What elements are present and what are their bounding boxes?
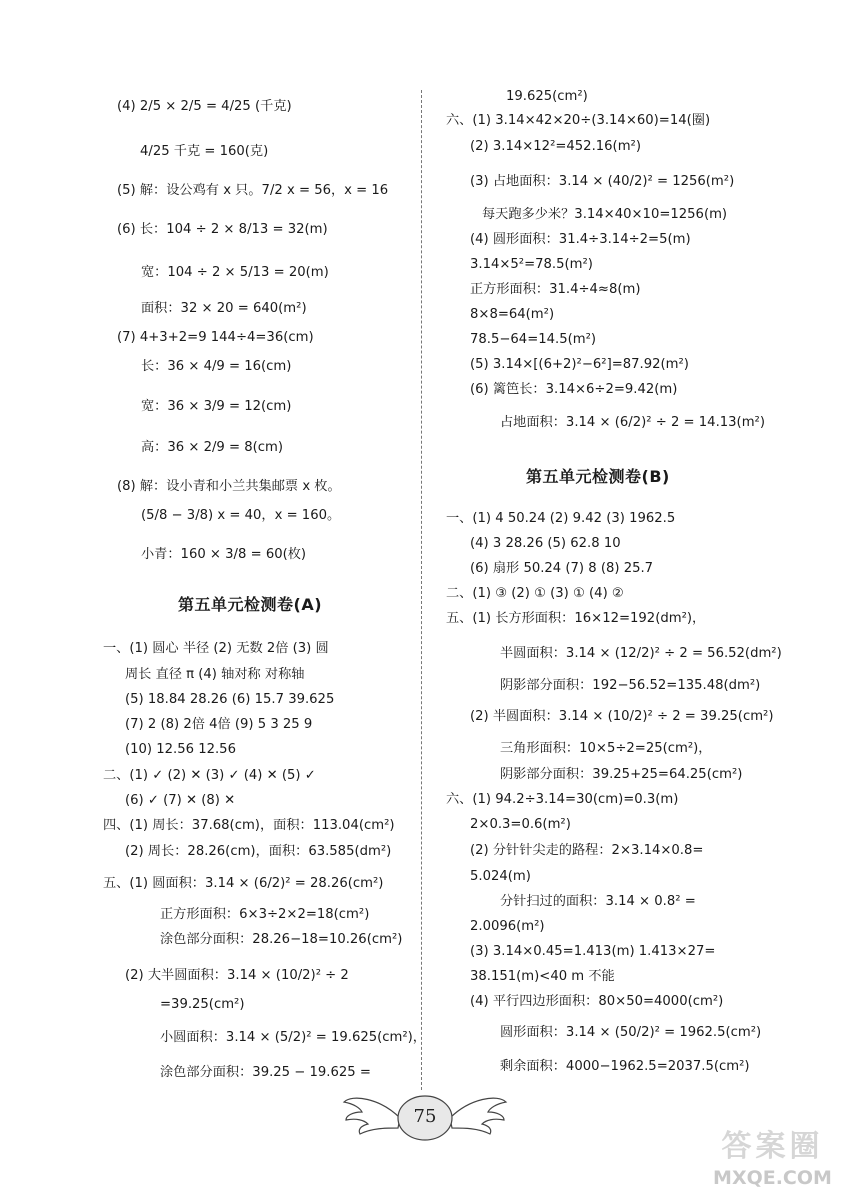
answer-line: (4) 平行四边形面积：80×50=4000(cm²) [470, 994, 724, 1009]
answer-line: (3) 占地面积：3.14 × (40/2)² = 1256(m²) [470, 174, 735, 189]
answer-line: 分针扫过的面积：3.14 × 0.8² = [500, 894, 696, 909]
answer-line: (5) 解：设公鸡有 x 只。7/2 x = 56，x = 16 [117, 183, 389, 198]
answer-line: =39.25(cm²) [160, 997, 245, 1012]
watermark [700, 1128, 845, 1194]
answer-line: (4) 2/5 × 2/5 = 4/25 (千克) [117, 99, 292, 114]
answer-line: 四、(1) 周长：37.68(cm)，面积：113.04(cm²) [103, 818, 395, 833]
answer-line: 4/25 千克 = 160(克) [140, 144, 269, 159]
answer-line: (8) 解：设小青和小兰共集邮票 x 枚。 [117, 479, 341, 494]
answer-line: 涂色部分面积：39.25 − 19.625 = [160, 1065, 371, 1080]
answer-line: 半圆面积：3.14 × (12/2)² ÷ 2 = 56.52(dm²) [500, 646, 782, 661]
answer-line: 五、(1) 圆面积：3.14 × (6/2)² = 28.26(cm²) [103, 876, 384, 891]
answer-line: 六、(1) 94.2÷3.14=30(cm)=0.3(m) [446, 792, 679, 807]
answer-line: 78.5−64=14.5(m²) [470, 332, 597, 347]
answer-line: (6) 长：104 ÷ 2 × 8/13 = 32(m) [117, 222, 328, 237]
answer-line: (2) 周长：28.26(cm)，面积：63.585(dm²) [125, 844, 392, 859]
answer-line: 38.151(m)<40 m 不能 [470, 969, 615, 984]
answer-line: 8×8=64(m²) [470, 307, 555, 322]
answer-line: 小青：160 × 3/8 = 60(枚) [141, 547, 307, 562]
answer-line: (7) 4+3+2=9 144÷4=36(cm) [117, 330, 314, 345]
answer-line: 5.024(m) [470, 869, 531, 884]
answer-line: 一、(1) 圆心 半径 (2) 无数 2倍 (3) 圆 [103, 641, 329, 656]
answer-line: (2) 3.14×12²=452.16(m²) [470, 139, 641, 154]
watermark-url: MXQE.COM [713, 1167, 832, 1189]
answer-line: 高：36 × 2/9 = 8(cm) [141, 440, 284, 455]
answer-line: 圆形面积：3.14 × (50/2)² = 1962.5(cm²) [500, 1025, 762, 1040]
answer-line: 2×0.3=0.6(m²) [470, 817, 571, 832]
answer-line: (2) 大半圆面积：3.14 × (10/2)² ÷ 2 [125, 968, 349, 983]
answer-line: (2) 分针针尖走的路程：2×3.14×0.8= [470, 843, 704, 858]
answer-line: 五、(1) 长方形面积：16×12=192(dm²)， [446, 611, 706, 626]
answer-line: 宽：36 × 3/9 = 12(cm) [141, 399, 292, 414]
answer-line: (10) 12.56 12.56 [125, 742, 236, 757]
section-title-a: 第五单元检测卷(A) [178, 595, 323, 614]
answer-line: 2.0096(m²) [470, 919, 545, 934]
answer-line: 3.14×5²=78.5(m²) [470, 257, 593, 272]
answer-line: 三角形面积：10×5÷2=25(cm²)， [500, 741, 712, 756]
answer-line: 正方形面积：31.4÷4≈8(m) [470, 282, 641, 297]
answer-line: (6) ✓ (7) ✕ (8) ✕ [125, 793, 236, 808]
answer-line: (3) 3.14×0.45=1.413(m) 1.413×27= [470, 944, 716, 959]
answer-line: 正方形面积：6×3÷2×2=18(cm²) [160, 907, 370, 922]
answer-line: 涂色部分面积：28.26−18=10.26(cm²) [160, 932, 403, 947]
answer-line: (6) 篱笆长：3.14×6÷2=9.42(m) [470, 382, 678, 397]
answer-line: 宽：104 ÷ 2 × 5/13 = 20(m) [141, 265, 329, 280]
answer-line: 每天跑多少米？3.14×40×10=1256(m) [482, 207, 728, 222]
section-title-b: 第五单元检测卷(B) [526, 467, 670, 486]
answer-line: 二、(1) ③ (2) ① (3) ① (4) ② [446, 586, 624, 601]
page-number-badge [340, 1088, 510, 1150]
answer-line: (5/8 − 3/8) x = 40，x = 160。 [141, 508, 341, 523]
page-number: 75 [413, 1106, 437, 1127]
answer-line: 占地面积：3.14 × (6/2)² ÷ 2 = 14.13(m²) [500, 415, 765, 430]
answer-line: 六、(1) 3.14×42×20÷(3.14×60)=14(圈) [446, 113, 711, 128]
answer-line: (6) 扇形 50.24 (7) 8 (8) 25.7 [470, 561, 654, 576]
watermark-logo-text: 答案圈 [721, 1129, 824, 1164]
answer-line: 阴影部分面积：39.25+25=64.25(cm²) [500, 767, 743, 782]
answer-line: (4) 圆形面积：31.4÷3.14÷2=5(m) [470, 232, 691, 247]
answer-line: 周长 直径 π (4) 轴对称 对称轴 [125, 667, 305, 682]
answer-line: 二、(1) ✓ (2) ✕ (3) ✓ (4) ✕ (5) ✓ [103, 768, 316, 783]
answer-line: 面积：32 × 20 = 640(m²) [141, 301, 307, 316]
column-divider [421, 90, 422, 1090]
answer-line: 剩余面积：4000−1962.5=2037.5(cm²) [500, 1059, 750, 1074]
answer-line: (4) 3 28.26 (5) 62.8 10 [470, 536, 621, 551]
answer-line: 19.625(cm²) [506, 89, 588, 104]
answer-line: (2) 半圆面积：3.14 × (10/2)² ÷ 2 = 39.25(cm²) [470, 709, 774, 724]
answer-line: 小圆面积：3.14 × (5/2)² = 19.625(cm²)， [160, 1030, 426, 1045]
answer-line: 一、(1) 4 50.24 (2) 9.42 (3) 1962.5 [446, 511, 676, 526]
answer-line: (7) 2 (8) 2倍 4倍 (9) 5 3 25 9 [125, 717, 313, 732]
answer-line: 长：36 × 4/9 = 16(cm) [141, 359, 292, 374]
answer-line: 阴影部分面积：192−56.52=135.48(dm²) [500, 678, 761, 693]
answer-line: (5) 18.84 28.26 (6) 15.7 39.625 [125, 692, 335, 707]
answer-line: (5) 3.14×[(6+2)²−6²]=87.92(m²) [470, 357, 689, 372]
